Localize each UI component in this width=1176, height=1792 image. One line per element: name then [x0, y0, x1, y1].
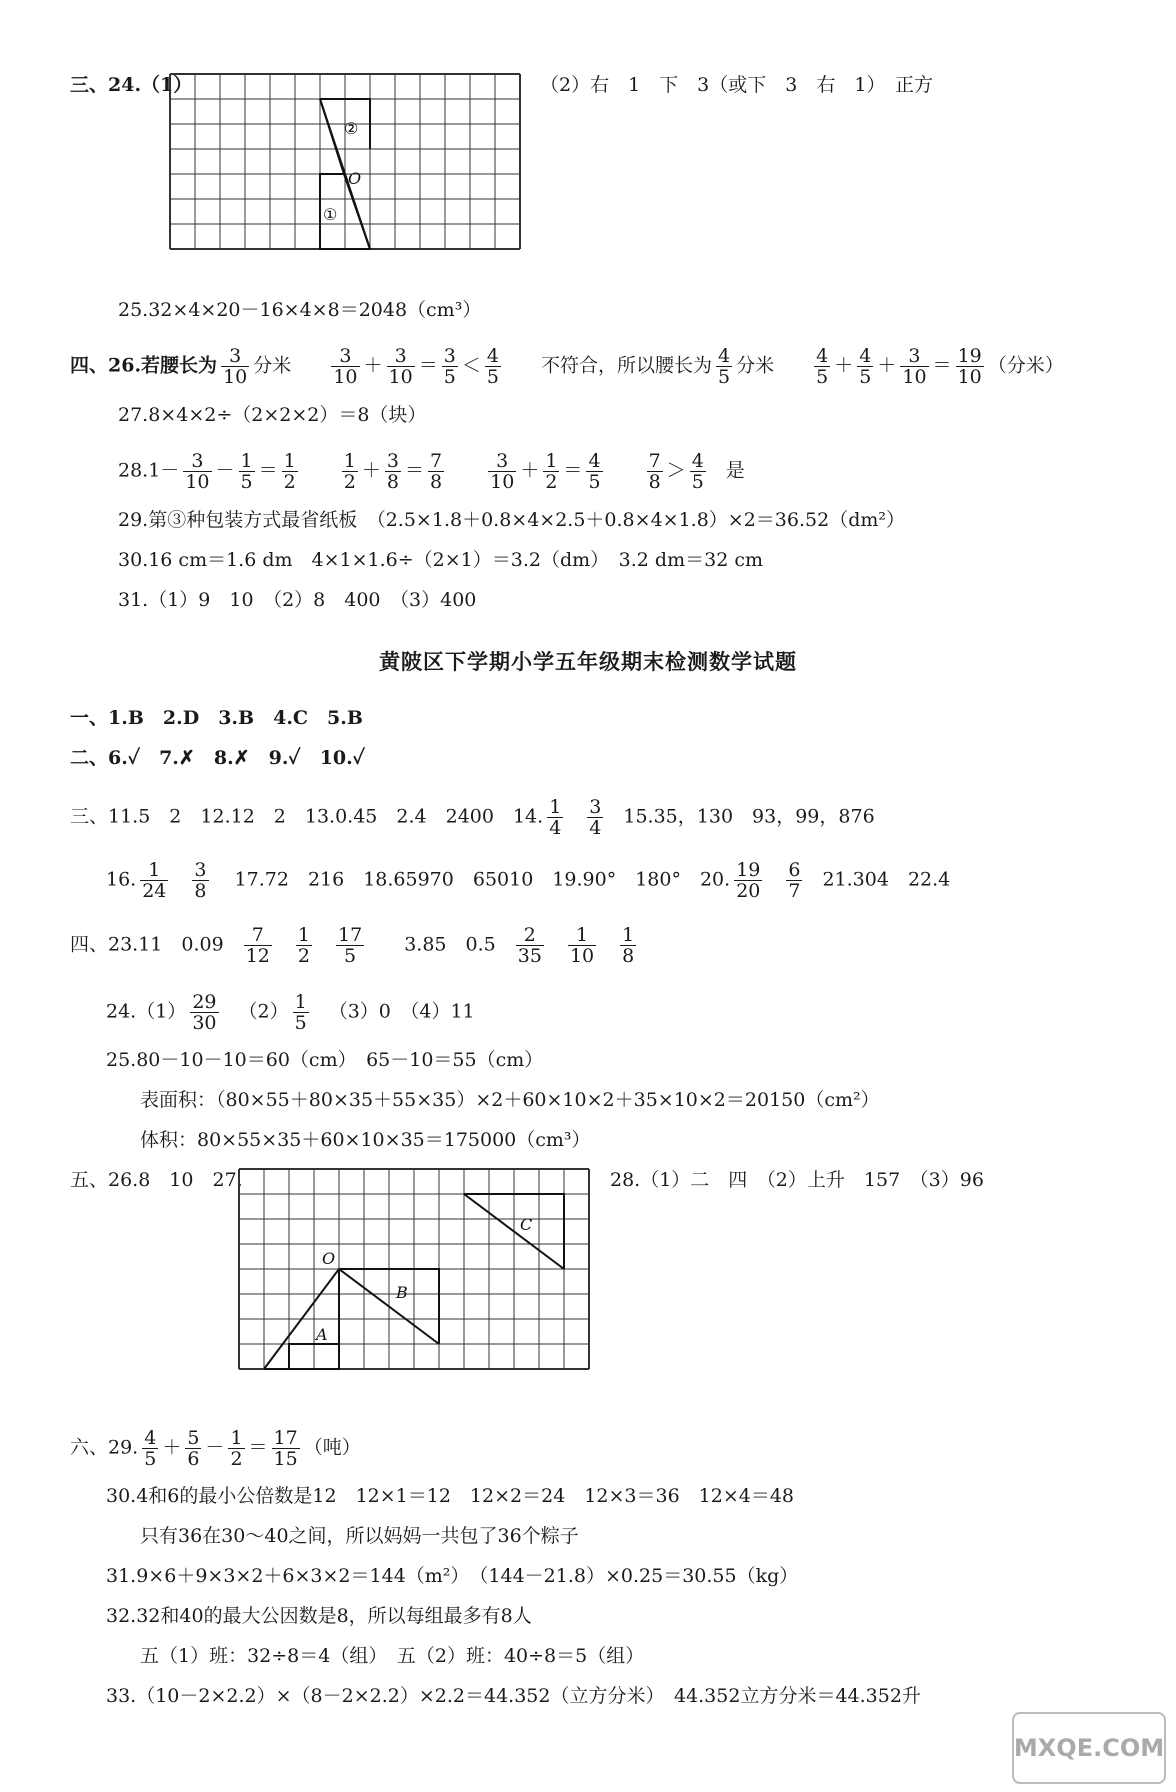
fig1-label-o: O — [348, 169, 362, 188]
b-q16-22: 16. $\frac{1}{24}$ $\frac{3}{8}$ 17.72 216 18.65970 65010 19.90° 180° 20. $\frac{19}{20}$ $\frac{6}{7}$ 21.304 22.4 — [106, 859, 951, 902]
b-q30: 30.4和6的最小公倍数是12 12×1＝12 12×2＝24 12×3＝36 12×4＝48 — [106, 1485, 795, 1507]
q26: 四、26.若腰长为 $\frac{3}{10}$ 分米 $\frac{3}{10}$ ＋ $\frac{3}{10}$ ＝ $\frac{3}{5}$ ＜ $\frac{4}{5}$ 不符合，所以腰长为 $\frac{4}{5}$ 分米 $\frac{4}{5}$ ＋ $\frac{4}{5}$ ＋ $\frac{3}{10}$ ＝ $\frac{19}{10}$ （分米） — [70, 345, 1064, 388]
b-q30-answer: 只有36在30～40之间，所以妈妈一共包了36个粽子 — [140, 1525, 579, 1547]
b-q24: 24.（1） $\frac{29}{30}$ （2） $\frac{1}{5}$ （3）0 （4）11 — [106, 991, 475, 1034]
b-q33: 33.（10－2×2.2）×（8－2×2.2）×2.2＝44.352（立方分米） 44.352立方分米＝44.352升 — [106, 1685, 921, 1707]
b-q25-volume: 体积：80×55×35＋60×10×35＝175000（cm³） — [140, 1129, 591, 1151]
q31: 31.（1）9 10 （2）8 400 （3）400 — [118, 589, 477, 611]
b-q29: 六、29. $\frac{4}{5}$ ＋ $\frac{5}{6}$ － $\frac{1}{2}$ ＝ $\frac{17}{15}$ （吨） — [70, 1427, 361, 1470]
q24-label: 三、24.（1） — [70, 74, 193, 96]
fig2-label-b: B — [396, 1283, 408, 1302]
q25: 25.32×4×20－16×4×8＝2048（cm³） — [118, 299, 482, 321]
q24-part2: （2）右 1 下 3（或下 3 右 1） 正方 — [540, 74, 933, 96]
fig2-label-o: O — [322, 1249, 336, 1268]
grid-figure-2 — [236, 1168, 596, 1390]
b-q26-27: 五、26.8 10 27. — [70, 1169, 243, 1191]
b-q32: 32.32和40的最大公因数是8，所以每组最多有8人 — [106, 1605, 532, 1627]
b-q6-10: 二、6.✓ 7.✗ 8.✗ 9.✓ 10.✓ — [70, 747, 366, 769]
q28: 28.1－ $\frac{3}{10}$ － $\frac{1}{5}$ ＝ $\frac{1}{2}$ $\frac{1}{2}$ ＋ $\frac{3}{8}$ ＝ $\frac{7}{8}$ $\frac{3}{10}$ ＋ $\frac{1}{2}$ ＝ $\frac{4}{5}$ $\frac{7}{8}$ ＞ $\frac{4}{5}$ 是 — [118, 450, 745, 493]
watermark-logo: MXQE.COM — [1012, 1712, 1166, 1784]
grid-figure-1 — [168, 72, 528, 254]
q27: 27.8×4×2÷（2×2×2）＝8（块） — [118, 404, 427, 426]
b-q1-5: 一、1.B 2.D 3.B 4.C 5.B — [70, 707, 363, 729]
b-q11-15: 三、11.5 2 12.12 2 13.0.45 2.4 2400 14. $\frac{1}{4}$ $\frac{3}{4}$ 15.35，130 93，99，876 — [70, 796, 875, 839]
b-q28: 28.（1）二 四 （2）上升 157 （3）96 — [610, 1169, 984, 1191]
fig2-label-a: A — [316, 1325, 328, 1344]
b-q25-area: 表面积：（80×55＋80×35＋55×35）×2＋60×10×2＋35×10×2＝20150（cm²） — [140, 1089, 880, 1111]
b-q25: 25.80－10－10＝60（cm） 65－10＝55（cm） — [106, 1049, 544, 1071]
b-q23: 四、23.11 0.09 $\frac{7}{12}$ $\frac{1}{2}$ $\frac{17}{5}$ 3.85 0.5 $\frac{2}{35}$ $\frac{1}{10}$ $\frac{1}{8}$ — [70, 924, 635, 967]
fig1-label-1: ① — [323, 205, 338, 224]
fig1-label-2: ② — [344, 119, 359, 138]
b-q32-groups: 五（1）班：32÷8＝4（组） 五（2）班：40÷8＝5（组） — [140, 1645, 645, 1667]
fig2-label-c: C — [520, 1215, 533, 1234]
section-title: 黄陂区下学期小学五年级期末检测数学试题 — [379, 649, 797, 674]
b-q31: 31.9×6＋9×3×2＋6×3×2＝144（m²） （144－21.8）×0.25＝30.55（kg） — [106, 1565, 799, 1587]
q30: 30.16 cm＝1.6 dm 4×1×1.6÷（2×1）＝3.2（dm） 3.2 dm＝32 cm — [118, 549, 763, 571]
q29: 29.第③种包装方式最省纸板 （2.5×1.8＋0.8×4×2.5＋0.8×4×1.8）×2＝36.52（dm²） — [118, 509, 905, 531]
